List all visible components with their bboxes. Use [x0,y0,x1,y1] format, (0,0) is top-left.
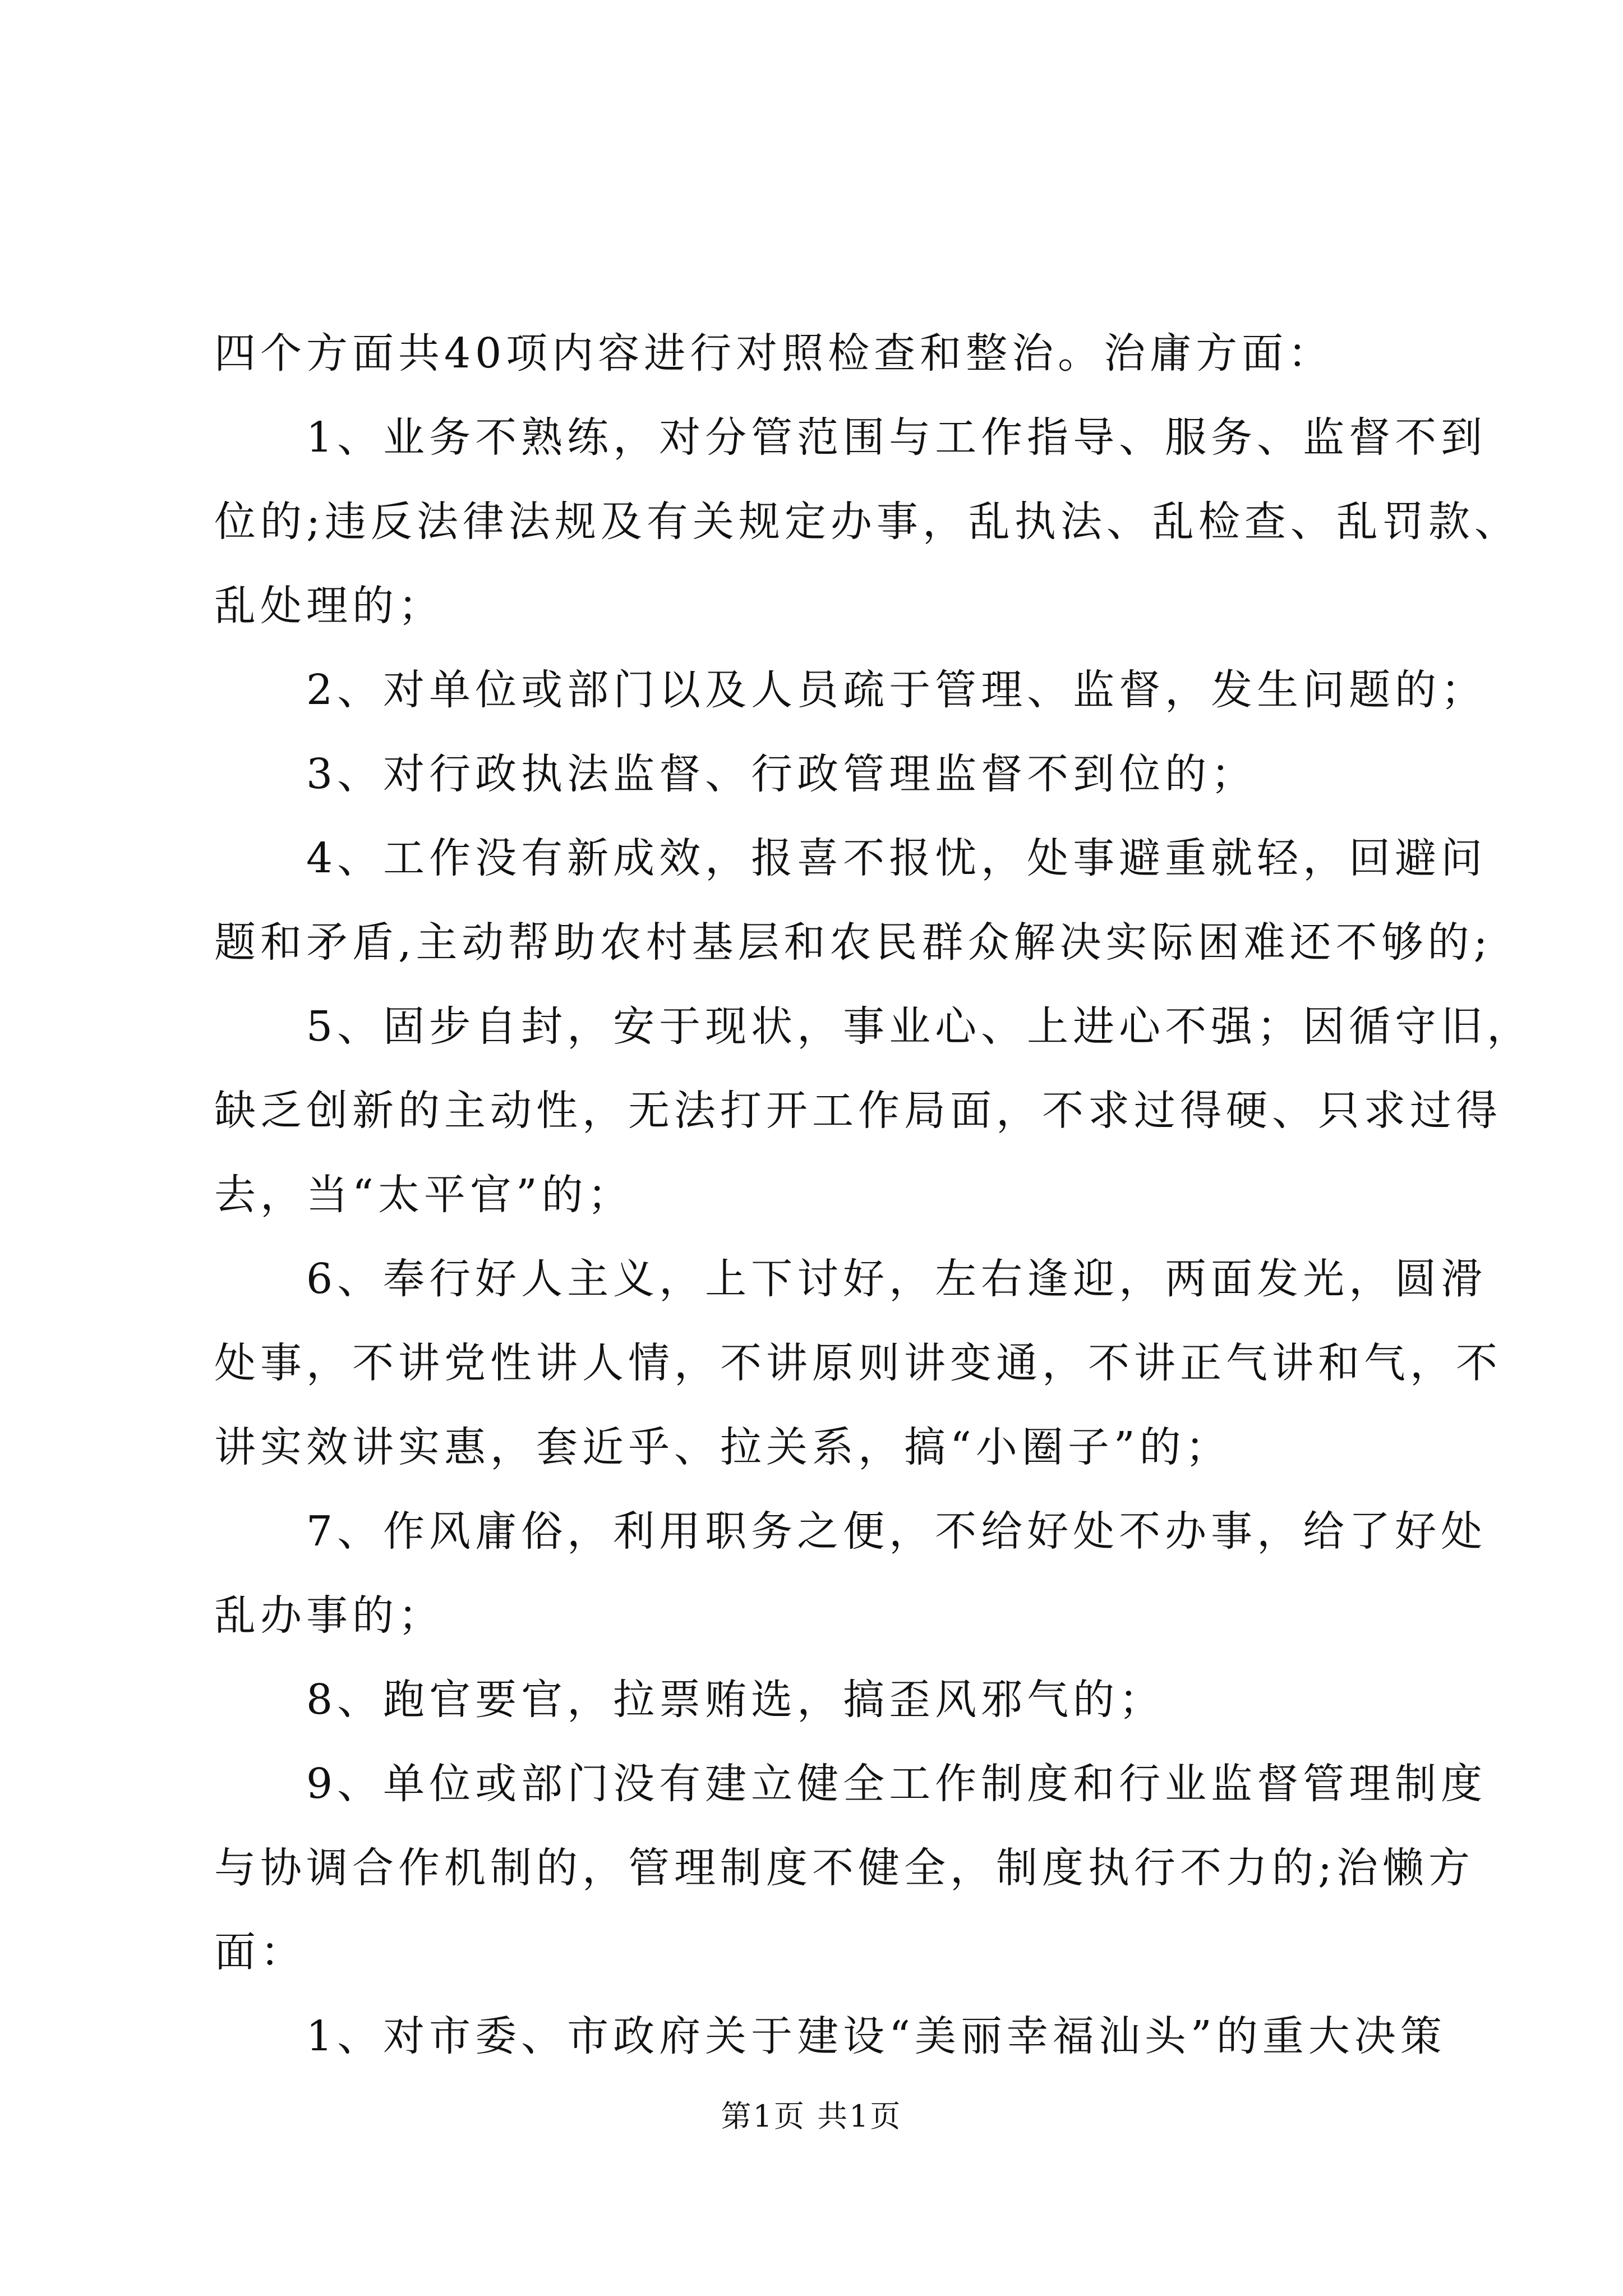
text-line: 2、对单位或部门以及人员疏于管理、监督，发生问题的； [214,666,1487,714]
text-line: 讲实效讲实惠，套近乎、拉关系，搞“小圈子”的； [214,1423,1232,1471]
text-line: 缺乏创新的主动性，无法打开工作局面，不求过得硬、只求过得 [214,1087,1502,1135]
text-line: 8、跑官要官，拉票贿选，搞歪风邪气的； [214,1676,1165,1724]
text-line: 7、作风庸俗，利用职务之便，不给好处不办事，给了好处 [214,1507,1487,1556]
text-line: 处事，不讲党性讲人情，不讲原则讲变通，不讲正气讲和气，不 [214,1339,1502,1387]
text-line: 9、单位或部门没有建立健全工作制度和行业监督管理制度 [214,1760,1487,1808]
text-line: 位的;违反法律法规及有关规定办事，乱执法、乱检查、乱罚款、 [214,498,1520,546]
text-line: 1、对市委、市政府关于建设“美丽幸福汕头”的重大决策 [214,2012,1446,2060]
text-line: 乱办事的； [214,1591,444,1640]
text-line: 四个方面共40项内容进行对照检查和整治。治庸方面： [214,329,1334,378]
text-line: 3、对行政执法监督、行政管理监督不到位的； [214,750,1257,798]
text-line: 1、业务不熟练，对分管范围与工作指导、服务、监督不到 [214,413,1487,462]
text-line: 面： [214,1928,306,1976]
text-line: 5、固步自封，安于现状，事业心、上进心不强；因循守旧， [214,1002,1533,1051]
page-footer: 第1页 共1页 [721,2099,902,2134]
text-line: 乱处理的； [214,582,444,630]
text-line: 去，当“太平官”的； [214,1171,634,1219]
text-line: 与协调合作机制的，管理制度不健全，制度执行不力的;治懒方 [214,1844,1474,1892]
document-body [214,311,1533,2078]
text-line: 4、工作没有新成效，报喜不报忧，处事避重就轻，回避问 [214,834,1487,882]
text-line: 题和矛盾,主动帮助农村基层和农民群众解决实际困难还不够的; [214,918,1492,967]
text-line: 6、奉行好人主义，上下讨好，左右逢迎，两面发光，圆滑 [214,1255,1487,1303]
